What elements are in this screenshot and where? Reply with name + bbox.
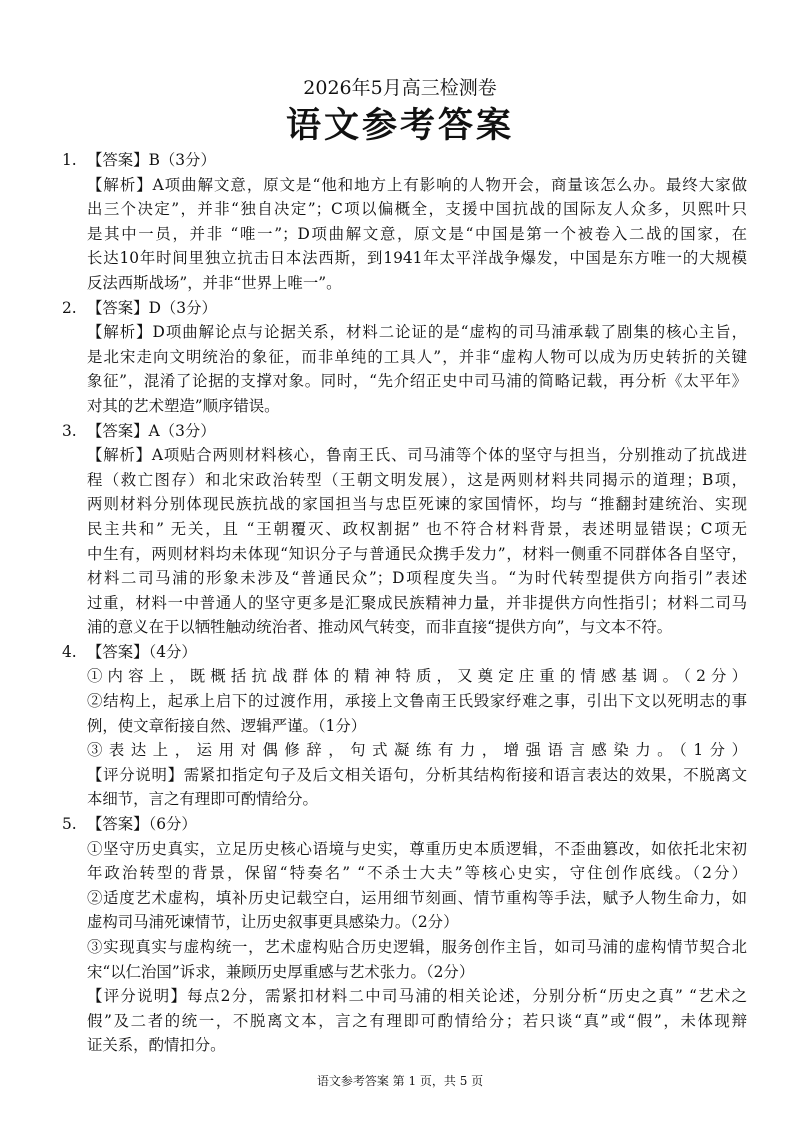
answer-line: 中生有，两则材料均未体现“知识分子与普通民众携手发力”，材料一侧重不同群体各自坚守， bbox=[87, 544, 747, 563]
answer-line: 过重，材料一中普通人的坚守更多是汇聚成民族精神力量，并非提供方向性指引；材料二司马 bbox=[87, 593, 747, 612]
answer-line: 【答案】（6分） bbox=[87, 815, 197, 834]
question-number: 1. bbox=[62, 151, 77, 169]
answer-item bbox=[62, 812, 747, 1058]
question-number: 4. bbox=[62, 642, 77, 661]
page-footer: 语文参考答案 第 1 页，共 5 页 bbox=[316, 1074, 484, 1088]
question-number: 2. bbox=[62, 298, 77, 317]
answer-line: 程（救亡图存）和北宋政治转型（王朝文明发展），这是两则材料共同揭示的道理；B项， bbox=[87, 470, 747, 489]
answer-line: 年政治转型的背景，保留“特奏名” “不杀士大夫”等核心史实，守住创作底线。（2分） bbox=[87, 864, 747, 883]
answer-line: 【评分说明】每点2分，需紧扣材料二中司马浦的相关论述，分别分析“历史之真” “艺术之 bbox=[87, 987, 747, 1006]
answer-item bbox=[62, 296, 747, 419]
answer-line: 材料二司马浦的形象未涉及“普通民众”；D项程度失当。“为时代转型提供方向指引”表述 bbox=[87, 569, 747, 588]
answer-line: 【答案】D（3分） bbox=[87, 298, 217, 317]
answer-line: 反法西斯战场”，并非“世界上唯一”。 bbox=[87, 273, 342, 292]
answer-line: 浦的意义在于以牺牲触动统治者、推动风气转变，而非直接“提供方向”，与文本不符。 bbox=[87, 618, 673, 637]
answer-line: ②结构上，起承上启下的过渡作用，承接上文鲁南王氏毁家纾难之事，引出下文以死明志的事 bbox=[87, 692, 747, 711]
answer-line: 出三个决定”，并非“独自决定”；C项以偏概全，支援中国抗战的国际友人众多，贝熙叶只 bbox=[87, 200, 747, 219]
answer-line: ①坚守历史真实，立足历史核心语境与史实，尊重历史本质逻辑，不歪曲篡改，如依托北宋初 bbox=[87, 839, 747, 858]
exam-subtitle: 2026年5月高三检测卷 bbox=[303, 77, 497, 99]
answer-line: 例，使文章衔接自然、逻辑严谨。（1分） bbox=[87, 716, 367, 735]
answer-line: 【解析】A项曲解文意，原文是“他和地方上有影响的人物开会，商量该怎么办。最终大家做 bbox=[87, 175, 747, 194]
answer-item bbox=[62, 148, 747, 296]
answer-line: 长达10年时间里独立抗击日本法西斯，到1941年太平洋战争爆发，中国是东方唯一的大规模 bbox=[87, 249, 747, 268]
answer-line: 宋“以仁治国”诉求，兼顾历史厚重感与艺术张力。（2分） bbox=[87, 962, 475, 981]
answer-line: 民主共和” 无关，且 “王朝覆灭、政权割据” 也不符合材料背景，表述明显错误；C项无 bbox=[87, 519, 747, 538]
question-number: 5. bbox=[62, 815, 77, 834]
answer-item bbox=[62, 640, 747, 812]
answer-item bbox=[62, 419, 747, 640]
answer-line: 【答案】A（3分） bbox=[87, 421, 216, 440]
answer-line: ②适度艺术虚构，填补历史记载空白，运用细节刻画、情节重构等手法，赋予人物生命力，如 bbox=[87, 888, 747, 907]
answer-line: ③表达上，运用对偶修辞，句式凝练有力，增强语言感染力。（1分） bbox=[87, 741, 747, 760]
answer-line: 【解析】D项曲解论点与论据关系，材料二论证的是“虚构的司马浦承载了剧集的核心主旨， bbox=[87, 323, 747, 342]
answer-line: 象征”，混淆了论据的支撑对象。同时，“先介绍正史中司马浦的简略记载，再分析《太平年》 bbox=[87, 372, 747, 391]
question-number: 3. bbox=[62, 421, 77, 440]
answer-line: 证关系，酌情扣分。 bbox=[87, 1036, 226, 1055]
answer-line: 是其中一员，并非 “唯一”；D项曲解文意，原文是“中国是第一个被卷入二战的国家，在 bbox=[87, 224, 747, 243]
answer-line: 【评分说明】需紧扣指定句子及后文相关语句，分析其结构衔接和语言表达的效果，不脱离文 bbox=[87, 765, 747, 784]
answer-line: 对其的艺术塑造”顺序错误。 bbox=[87, 396, 280, 415]
answer-line: 本细节，言之有理即可酌情给分。 bbox=[87, 790, 318, 809]
answer-line: 两则材料分别体现民族抗战的家国担当与忠臣死谏的家国情怀，均与 “推翻封建统治、实现 bbox=[87, 495, 747, 514]
answer-line: ①内容上，既概括抗战群体的精神特质，又奠定庄重的情感基调。（2分） bbox=[87, 667, 747, 686]
page-title: 语文参考答案 bbox=[285, 105, 514, 146]
answer-line: 【解析】A项贴合两则材料核心，鲁南王氏、司马浦等个体的坚守与担当，分别推动了抗战进 bbox=[87, 446, 747, 465]
answer-line: ③实现真实与虚构统一，艺术虚构贴合历史逻辑，服务创作主旨，如司马浦的虚构情节契合北 bbox=[87, 938, 747, 956]
answer-line: 假”及二者的统一，不脱离文本，言之有理即可酌情给分；若只谈“真”或“假”，未体现辩 bbox=[87, 1011, 747, 1030]
answer-line: 【答案】B（3分） bbox=[87, 151, 216, 169]
answer-list bbox=[62, 148, 747, 1058]
answer-line: 【答案】（4分） bbox=[87, 642, 197, 661]
answer-line: 是北宋走向文明统治的象征，而非单纯的工具人”，并非“虚构人物可以成为历史转折的关键 bbox=[87, 347, 747, 366]
answer-line: 虚构司马浦死谏情节，让历史叙事更具感染力。（2分） bbox=[87, 913, 459, 932]
